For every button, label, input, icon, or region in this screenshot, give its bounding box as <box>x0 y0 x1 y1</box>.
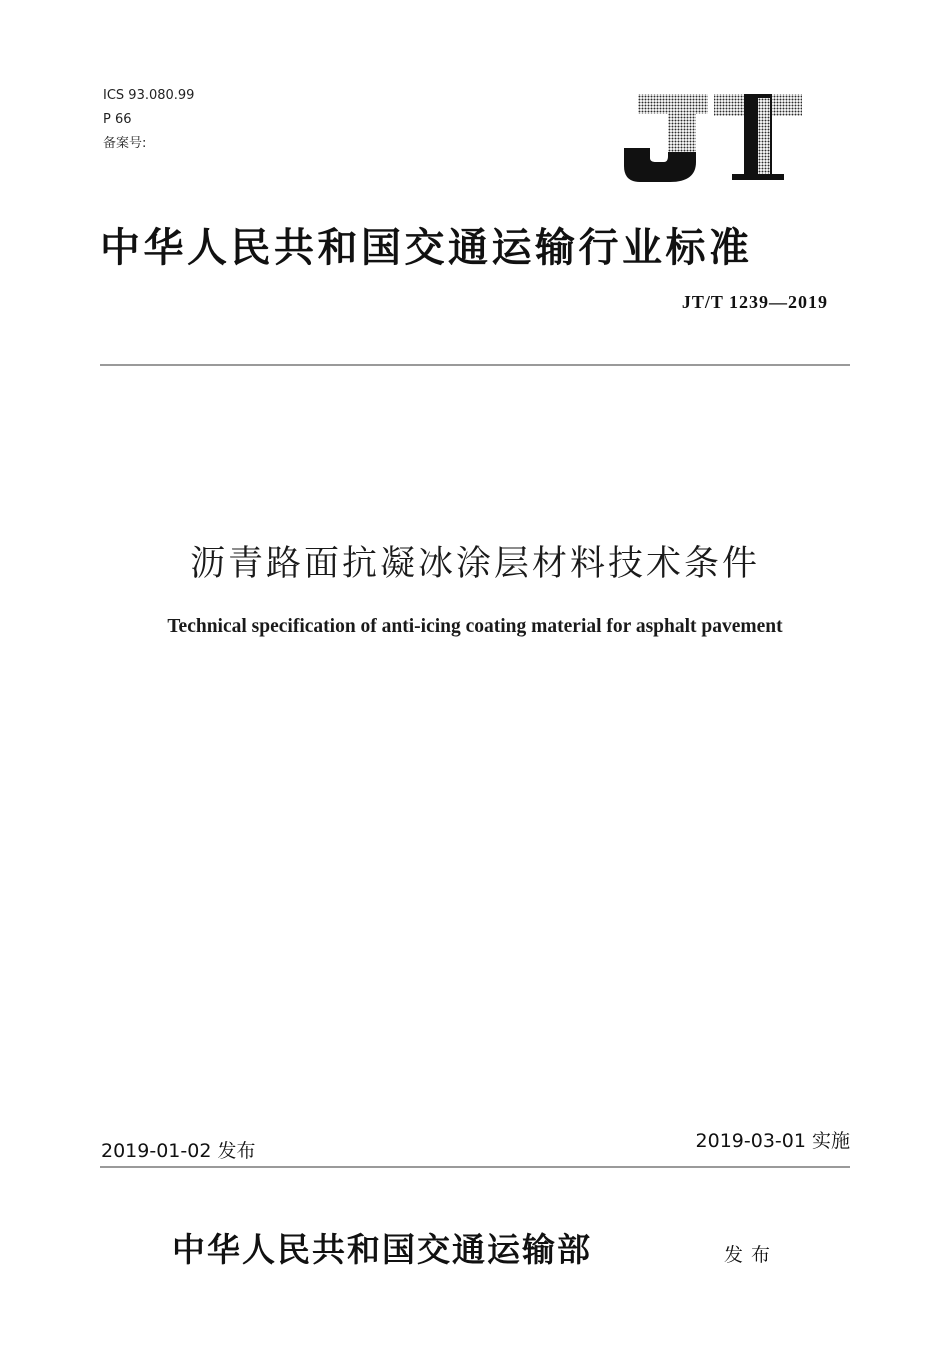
industry-standard-title: 中华人民共和国交通运输行业标准 <box>100 224 753 271</box>
document-title-chinese: 沥青路面抗凝冰涂层材料技术条件 <box>189 544 760 584</box>
issue-date: 2019-01-02 发布 <box>101 1140 256 1162</box>
jt-logo <box>620 92 805 184</box>
ccs-code: P 66 <box>103 112 132 127</box>
top-divider <box>100 364 850 366</box>
publisher-name: 中华人民共和国交通运输部 <box>172 1230 592 1269</box>
standard-number: JT/T 1239—2019 <box>681 292 828 312</box>
filing-number: 备案号: <box>103 136 147 151</box>
publish-label: 发布 <box>724 1244 779 1266</box>
document-title-english: Technical specification of anti-icing coating material for asphalt pavement <box>167 616 783 637</box>
implementation-date: 2019-03-01 实施 <box>695 1130 850 1152</box>
classification-block <box>103 84 194 156</box>
ics-code: ICS 93.080.99 <box>103 88 195 103</box>
bottom-divider <box>100 1166 850 1168</box>
